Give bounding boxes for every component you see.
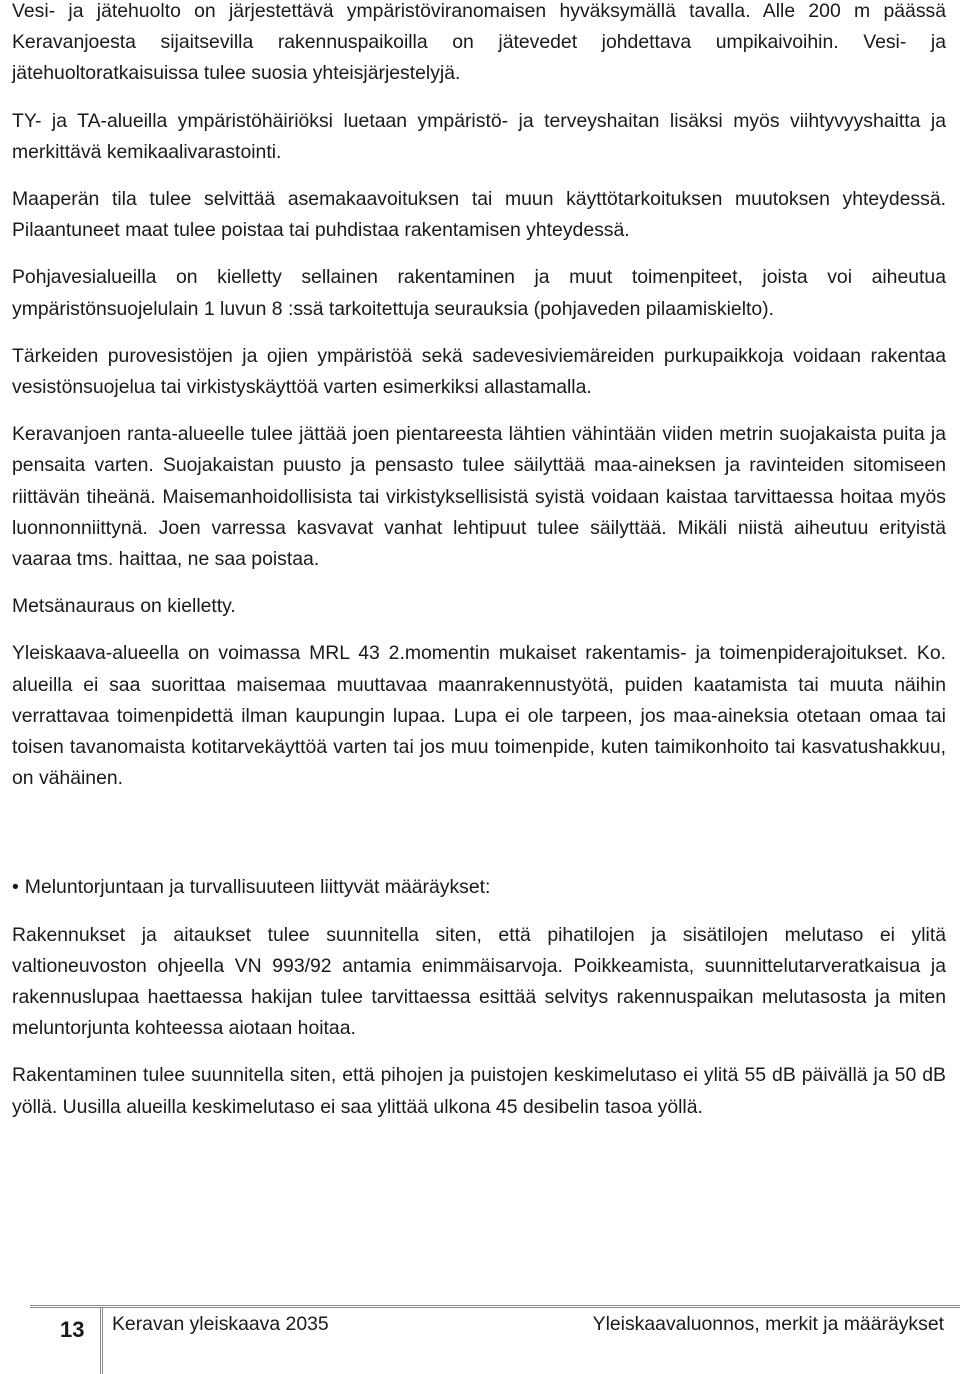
paragraph-soil-condition: Maaperän tila tulee selvittää asemakaavoituksen tai muun käyttötarkoituksen muutoksen yhteydessä. Pilaantuneet maat tulee poistaa tai puhdistaa rakentamisen yhteydessä. — [12, 188, 946, 242]
page-number: 13 — [60, 1317, 85, 1342]
paragraph-groundwater: Pohjavesialueilla on kielletty sellainen rakentaminen ja muut toimenpiteet, joista voi aiheutua ympäristönsuojelulain 1 luvun 8 :ssä tarkoitettuja seurauksia (pohjaveden pilaamiskielto). — [12, 266, 946, 320]
footer-section-title: Yleiskaavaluonnos, merkit ja määräykset — [592, 1313, 944, 1335]
paragraph-forest-ploughing: Metsänauraus on kielletty. — [12, 595, 236, 618]
paragraph-water-waste: Vesi- ja jätehuolto on järjestettävä ympäristöviranomaisen hyväksymällä tavalla. Alle 200 m päässä Keravanjoesta sijaitsevilla rakennuspaikoilla on jätevedet johdettava umpikaivoihin. Vesi- ja jätehuoltoratkaisuissa tulee suosia yhteisjärjestelyjä. — [12, 0, 946, 85]
paragraph-noise-levels: Rakentaminen tulee suunnitella siten, että pihojen ja puistojen keskimelutaso ei ylitä 55 dB päivällä ja 50 dB yöllä. Uusilla alueilla keskimelutaso ei saa ylittää ulkona 45 desibelin tasoa yöllä. — [12, 1064, 946, 1118]
footer-vertical-rule — [100, 1308, 103, 1374]
section-heading-noise-safety — [12, 872, 946, 903]
paragraph-streams-ditches: Tärkeiden purovesistöjen ja ojien ympäristöä sekä sadevesiviemäreiden purkupaikkoja voidaan rakentaa vesistönsuojelua tai virkistyskäyttöä varten esimerkiksi allastamalla. — [12, 344, 946, 399]
document-body — [12, 0, 946, 1139]
bullet-icon: • — [12, 876, 19, 899]
paragraph-riverbank-buffer: Keravanjoen ranta-alueelle tulee jättää joen pientareesta lähtien vähintään viiden metrin suojakaista puita ja pensaita varten. Suojakaistan puusto ja pensasto tulee säilyttää maa-aineksen ja ravinteiden sitomiseen riittävän tiheänä. Maisemanhoidollisista tai virkistyksellisistä syistä voidaan kaistaa tarvittaessa hoitaa myös luonnonniittynä. Joen varressa kasvavat vanhat lehtipuut tulee säilyttää. Mikäli niistä aiheutuu erityistä vaaraa tms. haittaa, ne saa poistaa. — [12, 423, 946, 571]
paragraph-building-noise: Rakennukset ja aitaukset tulee suunnitella siten, että pihatilojen ja sisätilojen melutaso ei ylitä valtioneuvoston ohjeella VN 993/92 antamia enimmäisarvoja. Poikkeamista, suunnittelutarveratkaisua ja rakennuslupaa haettaessa hakijan tulee tarvittaessa esittää selvitys rakennuspaikan melutasosta ja miten meluntorjunta kohteessa aiotaan hoitaa. — [12, 923, 946, 1040]
footer-horizontal-rule — [30, 1305, 960, 1308]
paragraph-mrl-restrictions: Yleiskaava-alueella on voimassa MRL 43 2.momentin mukaiset rakentamis- ja toimenpiderajoitukset. Ko. alueilla ei saa suorittaa maisemaa muuttavaa maanrakennustyötä, puiden kaatamista tai muuta näihin verrattavaa toimenpidettä ilman kaupungin lupaa. Lupa ei ole tarpeen, jos maa-aineksia otetaan omaa tai toisen tavanomaista kotitarvekäyttöä varten tai jos muu toimenpide, kuten taimikonhoito tai kasvatushakkuu, on vähäinen. — [12, 642, 946, 790]
section-spacer — [12, 810, 946, 872]
section-heading-text: Meluntorjuntaan ja turvallisuuteen liittyvät määräykset: — [24, 876, 491, 899]
footer-document-title: Keravan yleiskaava 2035 — [112, 1313, 329, 1335]
paragraph-ty-ta-areas: TY- ja TA-alueilla ympäristöhäiriöksi luetaan ympäristö- ja terveyshaitan lisäksi myös viihtyvyyshaitta ja merkittävä kemikaalivarastointi. — [12, 109, 946, 163]
page-footer — [30, 1305, 960, 1365]
